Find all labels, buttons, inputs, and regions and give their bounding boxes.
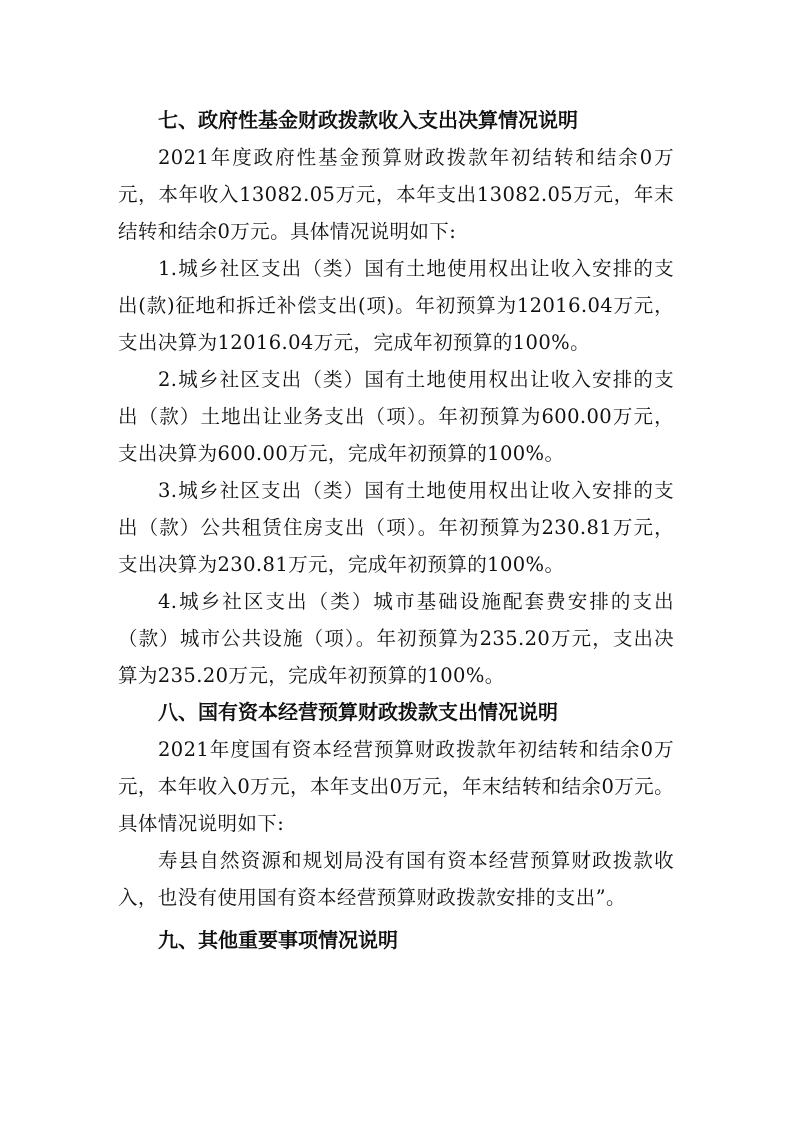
section-7-item-4: 4.城乡社区支出（类）城市基础设施配套费安排的支出（款）城市公共设施（项）。年初预算为235.20万元，支出决算为235.20万元，完成年初预算的100%。 [118,590,674,687]
section-7-item-2: 2.城乡社区支出（类）国有土地使用权出让收入安排的支出（款）土地出让业务支出（项）。年初预算为600.00万元，支出决算为600.00万元，完成年初预算的100%。 [118,368,674,465]
section-8-intro: 2021年度国有资本经营预算财政拨款年初结转和结余0万元，本年收入0万元，本年支出0万元，年末结转和结余0万元。具体情况说明如下: [118,738,674,835]
section-7-item-3: 3.城乡社区支出（类）国有土地使用权出让收入安排的支出（款）公共租赁住房支出（项）。年初预算为230.81万元，支出决算为230.81万元，完成年初预算的100%。 [118,479,674,576]
section-8-heading: 八、国有资本经营预算财政拨款支出情况说明 [158,700,558,724]
section-7-item-1: 1.城乡社区支出（类）国有土地使用权出让收入安排的支出(款)征地和拆迁补偿支出(项)。年初预算为12016.04万元，支出决算为12016.04万元，完成年初预算的100%。 [118,257,674,354]
section-8-detail: 寿县自然资源和规划局没有国有资本经营预算财政拨款收入，也没有使用国有资本经营预算财政拨款安排的支出”。 [118,849,674,909]
section-9-heading: 九、其他重要事项情况说明 [158,928,398,952]
section-7-intro: 2021年度政府性基金预算财政拨款年初结转和结余0万元，本年收入13082.05万元，本年支出13082.05万元，年末结转和结余0万元。具体情况说明如下: [118,146,674,243]
section-7-heading: 七、政府性基金财政拨款收入支出决算情况说明 [158,108,578,132]
document-body [118,102,674,959]
